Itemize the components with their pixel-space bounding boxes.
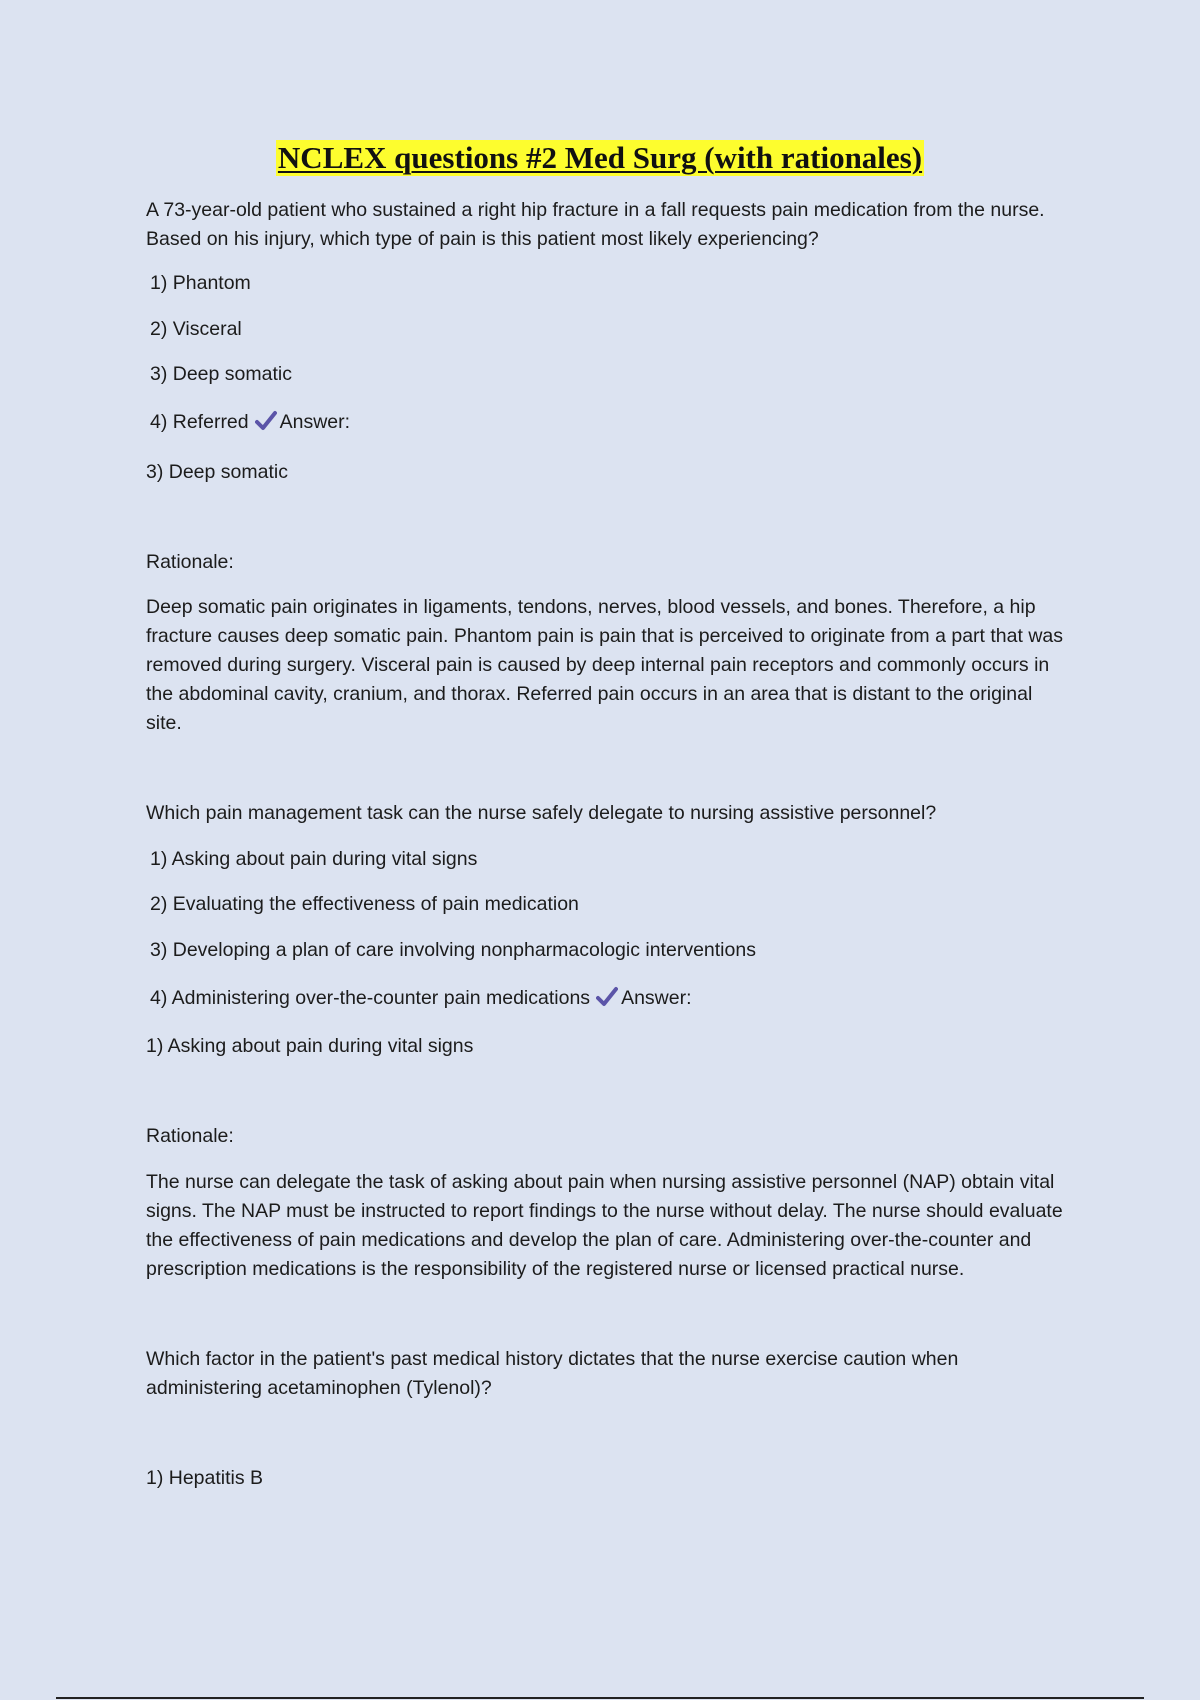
question-2-answer-label: Answer: [621, 987, 692, 1009]
question-2-rationale-label: Rationale: [146, 1125, 234, 1147]
question-2-rationale: The nurse can delegate the task of asking about pain when nursing assistive personnel (NAP) obtain vital signs. The NAP must be instructed to report findings to the nurse without delay. The nurse should evaluate the effectiveness of pain medications and develop the plan of care. Administering over-the-counter and prescription medications is the responsibility of the registered nurse or licensed practical nurse. [146, 1171, 1063, 1280]
question-2-option-1: 1) Asking about pain during vital signs [150, 848, 478, 870]
question-1-rationale: Deep somatic pain originates in ligaments, tendons, nerves, blood vessels, and bones. Therefore, a hip fracture causes deep somatic pain. Phantom pain is pain that is perceived to originate from a part that was removed during surgery. Visceral pain is caused by deep internal pain receptors and commonly occurs in the abdominal cavity, cranium, and thorax. Referred pain occurs in an area that is distant to the original site. [146, 596, 1063, 734]
question-2 [146, 799, 1066, 1284]
question-3 [146, 1345, 1066, 1493]
question-1-option-4: 4) Referred [150, 411, 249, 433]
checkmark-icon [255, 410, 277, 441]
question-1-answer-label: Answer: [279, 411, 351, 433]
page-bottom-rule [56, 1697, 1144, 1699]
document-title: NCLEX questions #2 Med Surg (with rationales) [277, 140, 923, 175]
question-2-option-4-line [150, 984, 1066, 1017]
document-page [146, 140, 1066, 1493]
question-1-stem: A 73-year-old patient who sustained a right hip fracture in a fall requests pain medication from the nurse. Based on his injury, which type of pain is this patient most likely experiencing? [146, 199, 1045, 250]
question-1-rationale-label: Rationale: [146, 551, 234, 573]
question-1-option-1: 1) Phantom [150, 272, 251, 294]
question-2-option-4: 4) Administering over-the-counter pain medications [150, 987, 591, 1009]
question-3-stem: Which factor in the patient's past medical history dictates that the nurse exercise caution when administering acetaminophen (Tylenol)? [146, 1348, 959, 1399]
question-2-option-3: 3) Developing a plan of care involving nonpharmacologic interventions [150, 939, 756, 961]
checkmark-icon [596, 986, 618, 1017]
question-1-answer: 3) Deep somatic [146, 461, 288, 483]
question-3-option-1: 1) Hepatitis B [146, 1467, 264, 1489]
question-2-option-2: 2) Evaluating the effectiveness of pain medication [150, 893, 579, 915]
question-2-stem: Which pain management task can the nurse safely delegate to nursing assistive personnel? [146, 802, 937, 824]
title-wrap [0, 140, 1200, 176]
question-2-answer: 1) Asking about pain during vital signs [146, 1035, 474, 1057]
question-1-option-4-line [150, 408, 1066, 441]
question-1 [146, 196, 1066, 738]
question-1-option-2: 2) Visceral [150, 318, 242, 340]
question-1-option-3: 3) Deep somatic [150, 363, 292, 385]
